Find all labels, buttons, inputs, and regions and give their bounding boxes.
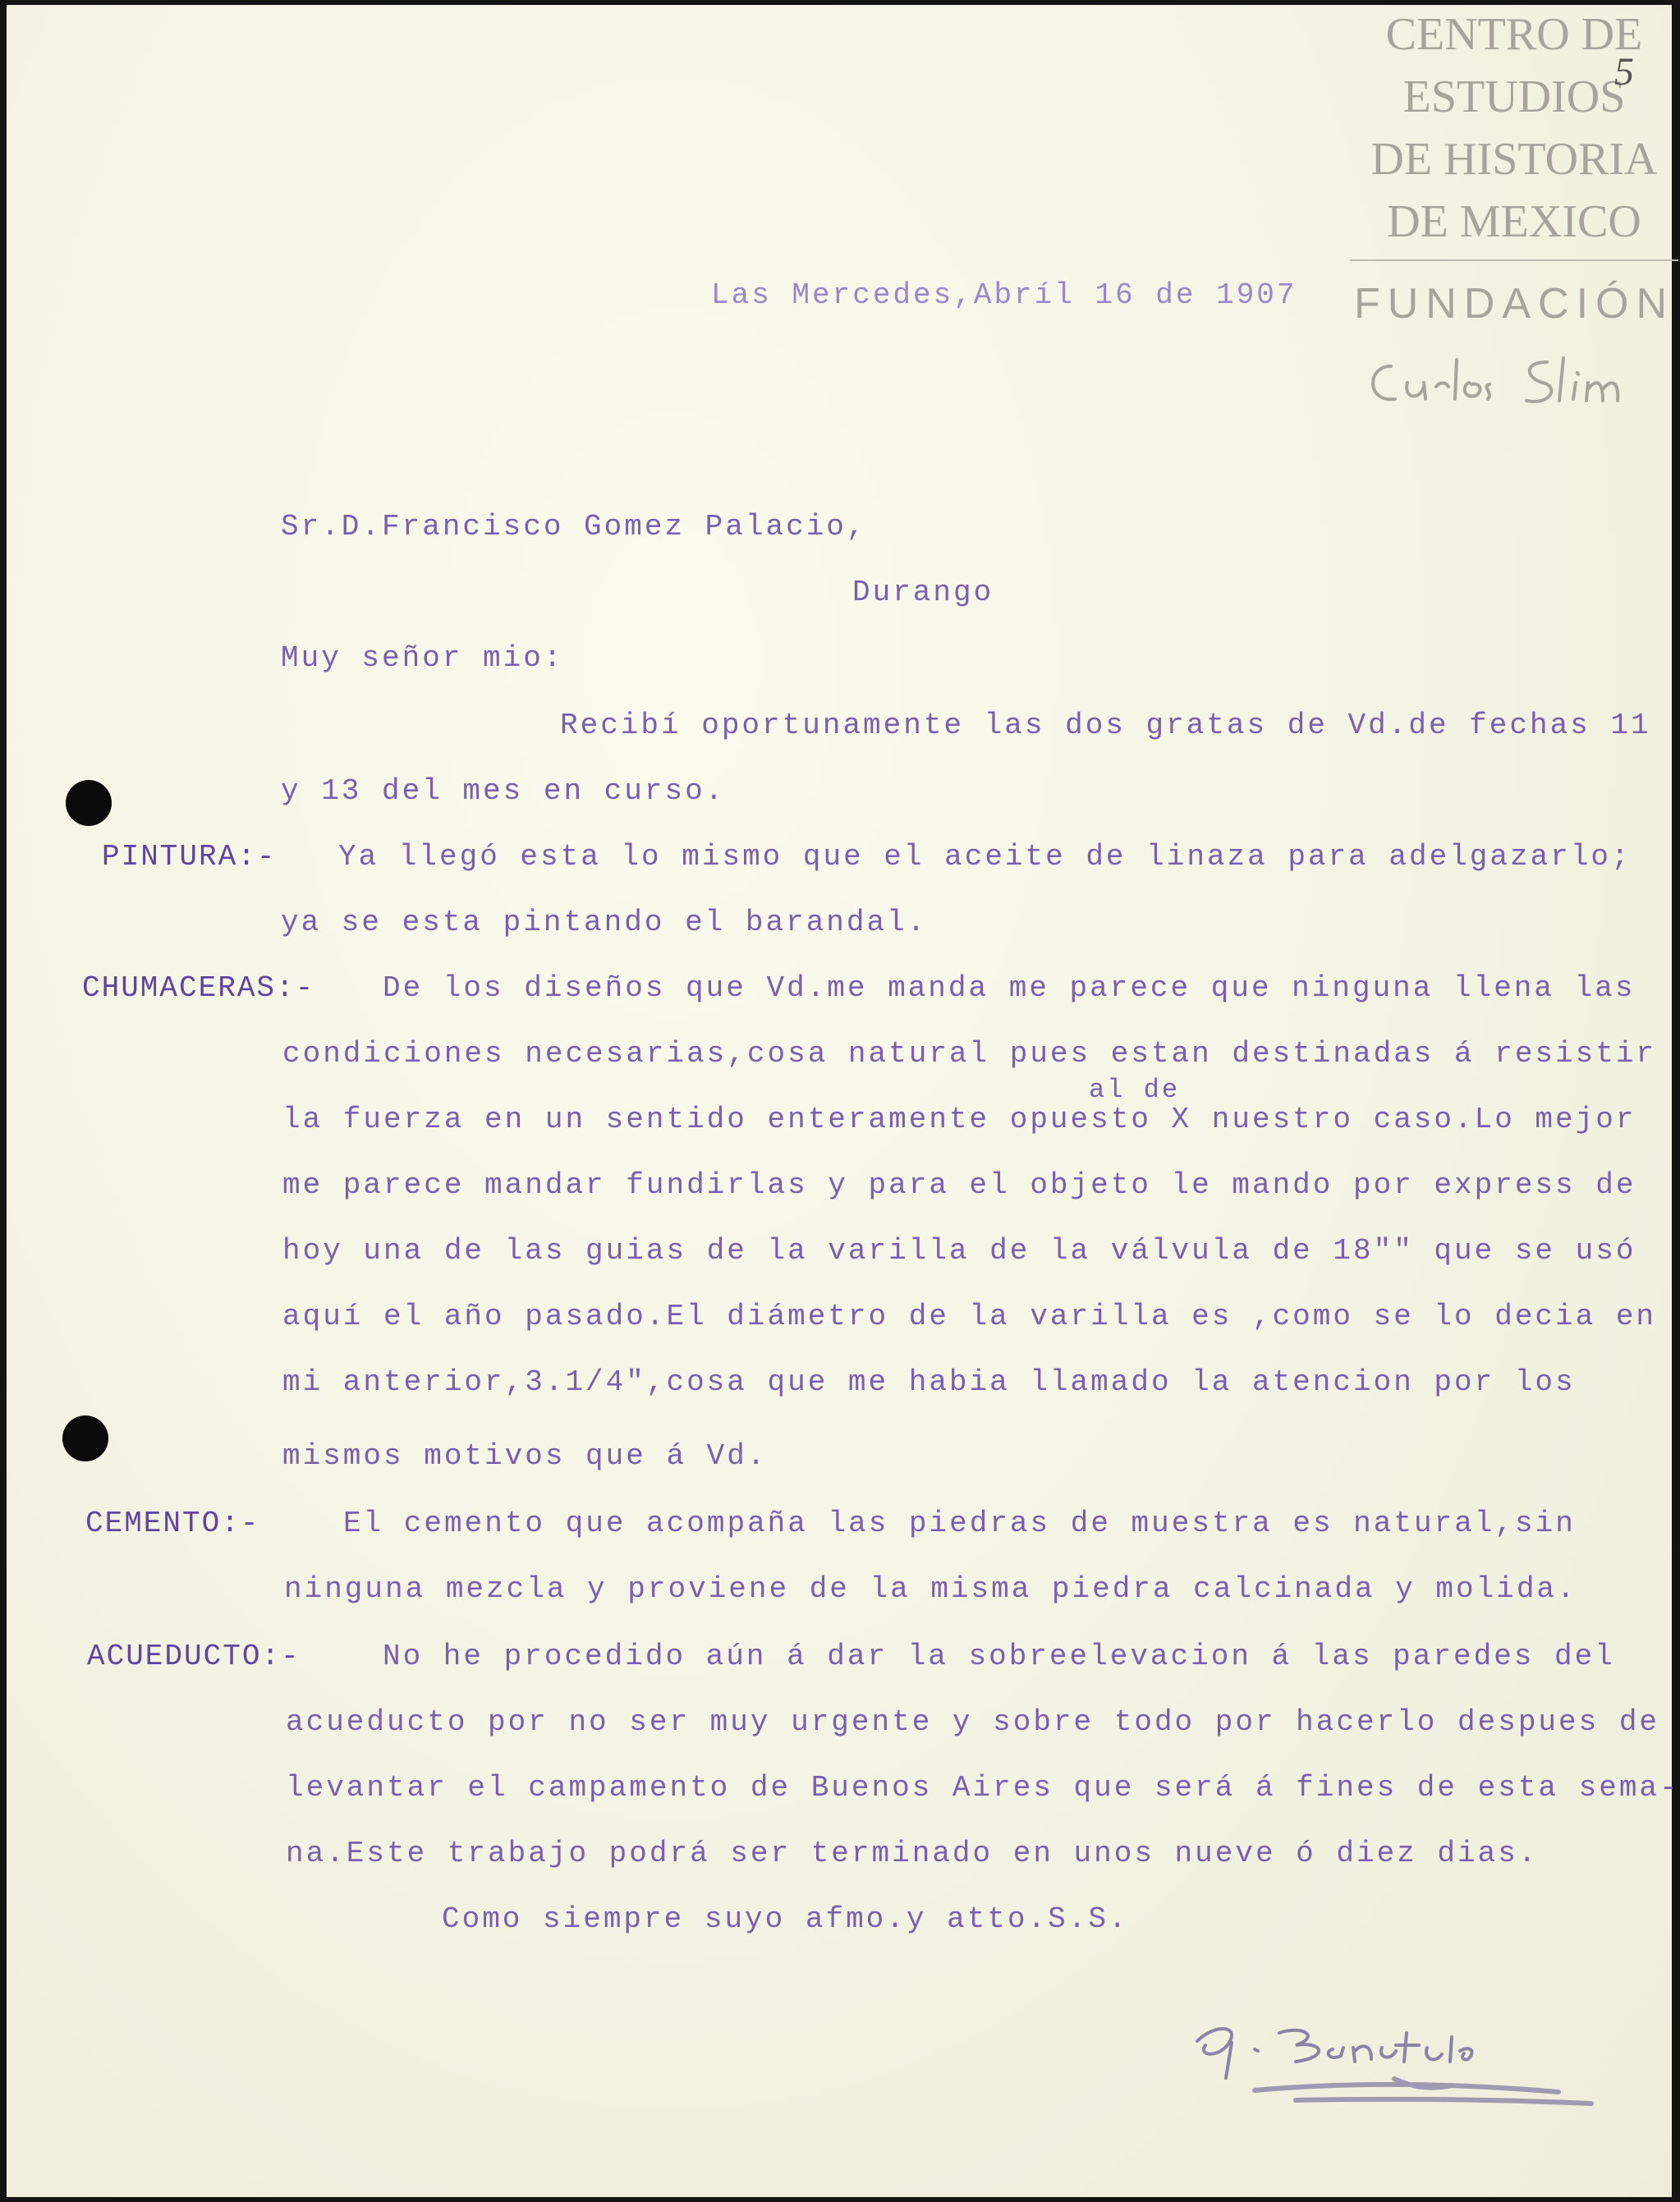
body-line: la fuerza en un sentido enteramente opuesto X nuestro caso.Lo mejor [282,1103,1636,1136]
body-line: condiciones necesarias,cosa natural pues estan destinadas á resistir [282,1037,1657,1071]
stamp-line: ESTUDIOS [1402,71,1626,122]
section-label-acueducto: ACUEDUCTO:- [87,1640,301,1673]
body-line: ya se esta pintando el barandal. [281,906,928,939]
letter-page [7,5,1680,2197]
body-line: levantar el campamento de Buenos Aires que será á fines de esta sema- [286,1771,1680,1805]
section-label-cemento: CEMENTO:- [85,1507,260,1540]
body-line: aquí el año pasado.El diámetro de la varilla es ,como se lo decia en [282,1300,1657,1333]
closing: Como siempre suyo afmo.y atto.S.S. [442,1902,1129,1936]
stamp-line: CENTRO DE [1385,9,1643,60]
body-line: y 13 del mes en curso. [281,774,726,808]
body-line: No he procedido aún á dar la sobreelevacion á las paredes del [383,1640,1615,1673]
carlos-slim-logo [1358,342,1670,415]
body-line: ninguna mezcla y proviene de la misma piedra calcinada y molida. [284,1572,1577,1606]
body-line: Ya llegó esta lo mismo que el aceite de linaza para adelgazarlo; [338,840,1632,874]
body-line: El cemento que acompaña las piedras de muestra es natural,sin [343,1507,1576,1540]
body-line: me parece mandar fundirlas y para el objeto le mando por express de [282,1168,1636,1202]
punch-hole [62,1415,108,1461]
stamp-line: DE HISTORIA [1370,134,1658,185]
recipient: Sr.D.Francisco Gomez Palacio, [281,510,867,544]
stamp-divider [1350,259,1678,261]
body-line: na.Este trabajo podrá ser terminado en unos nueve ó diez dias. [286,1837,1539,1870]
salutation: Muy señor mio: [281,641,564,675]
body-line: mismos motivos que á Vd. [282,1439,768,1473]
body-line: acueducto por no ser muy urgente y sobre todo por hacerlo despues de [286,1705,1660,1739]
interlinear-correction: al de [1089,1075,1181,1105]
stamp-foundation: FUNDACIÓN [1353,280,1675,328]
punch-hole [66,780,112,826]
body-line: Recibí oportunamente las dos gratas de Vd.de fechas 11 [560,709,1651,742]
handwritten-signature [1181,2000,1641,2131]
stamp-line: DE MEXICO [1387,196,1641,247]
page-number: 5 [1614,50,1634,94]
body-line: mi anterior,3.1/4",cosa que me habia llamado la atencion por los [282,1365,1576,1399]
body-line: hoy una de las guias de la varilla de la válvula de 18"" que se usó [282,1234,1636,1268]
recipient-city: Durango [852,576,994,609]
body-line: De los diseños que Vd.me manda me parece que ninguna llena las [383,971,1636,1005]
dateline: Las Mercedes,Abríl 16 de 1907 [711,278,1297,312]
section-label-pintura: PINTURA:- [102,840,277,874]
section-label-chumaceras: CHUMACERAS:- [82,971,315,1005]
